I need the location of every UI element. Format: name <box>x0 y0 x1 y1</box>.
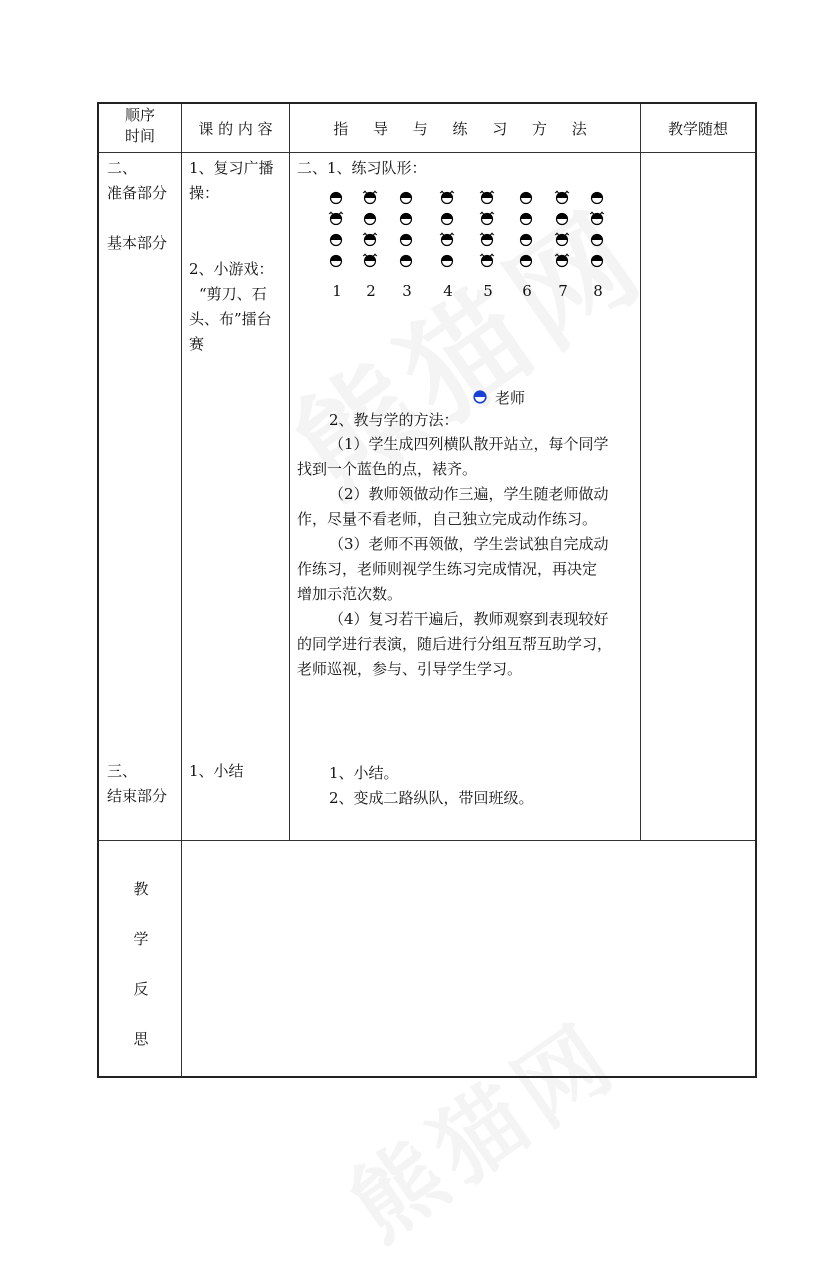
student-icon <box>521 235 532 246</box>
student-icon <box>480 254 494 267</box>
formation-row-2 <box>329 212 604 225</box>
formation-row-3 <box>331 233 603 246</box>
step-4-line2: 的同学进行表演，随后进行分组互帮互助学习， <box>297 635 613 653</box>
step-4-line1: （4）复习若干遍后，教师观察到表现较好 <box>329 610 609 628</box>
student-icon <box>555 233 569 246</box>
method-steps <box>297 432 637 682</box>
header-order-time <box>99 105 181 147</box>
step-3-line2: 作练习，老师则视学生练习完成情况，再决定 <box>297 560 598 578</box>
section1-label-number: 二、 <box>107 159 138 177</box>
column-number: 2 <box>366 282 376 300</box>
formation-row-1 <box>331 191 603 204</box>
formation-grid <box>290 184 640 274</box>
student-icon <box>329 212 343 225</box>
reflection-char: 学 <box>133 930 149 948</box>
student-icon <box>521 256 532 267</box>
student-icon <box>480 191 494 204</box>
student-icon <box>592 193 603 204</box>
student-icon <box>331 235 342 246</box>
formation-row-4 <box>331 254 603 267</box>
step-4-line3: 老师巡视，参与、引导学生学习。 <box>297 660 523 678</box>
step-2-line1: （2）教师领做动作三遍，学生随老师做动 <box>329 485 609 503</box>
method-summary-line2: 2、变成二路纵队，带回班级。 <box>329 789 534 807</box>
header-content: 课 的 内 容 <box>198 120 273 138</box>
student-icon <box>401 235 412 246</box>
student-icon <box>401 193 412 204</box>
student-icon <box>440 233 454 246</box>
step-1-line2: 找到一个蓝色的点，裱齐。 <box>297 460 478 478</box>
student-icon <box>521 214 532 225</box>
student-icon <box>440 191 454 204</box>
step-1-line1: （1）学生成四列横队散开站立，每个同学 <box>329 435 609 453</box>
student-icon <box>442 214 453 225</box>
student-icon <box>365 214 376 225</box>
row-divider <box>99 840 755 841</box>
column-number: 7 <box>558 282 568 300</box>
column-number: 8 <box>593 282 603 300</box>
header-order-text: 顺序 <box>124 106 155 124</box>
student-icon <box>331 193 342 204</box>
reflection-char: 教 <box>133 880 149 898</box>
student-icon <box>480 233 494 246</box>
content-summary: 1、小结 <box>189 762 244 780</box>
header-method: 指 导 与 练 习 方 法 <box>333 120 597 138</box>
teacher-icon <box>473 390 487 404</box>
content-game-line3: 头、布”擂台 <box>189 310 272 328</box>
student-icon <box>521 193 532 204</box>
student-icon <box>557 214 568 225</box>
student-icon <box>590 212 604 225</box>
teacher-label: 老师 <box>495 389 526 407</box>
column-number: 3 <box>402 282 412 300</box>
student-icon <box>592 235 603 246</box>
section2-label-end: 结束部分 <box>107 787 168 805</box>
student-icon <box>401 214 412 225</box>
student-icon <box>363 254 377 267</box>
method-summary-line1: 1、小结。 <box>329 764 399 782</box>
student-icon <box>555 254 569 267</box>
step-3-line3: 增加示范次数。 <box>297 585 403 603</box>
student-icon <box>442 256 453 267</box>
method-teaching-title: 2、教与学的方法： <box>329 411 459 429</box>
header-notes: 教学随想 <box>667 120 728 138</box>
student-icon <box>363 233 377 246</box>
content-review-line1: 1、复习广播 <box>189 159 274 177</box>
method-formation-title: 二、1、练习队形： <box>297 159 427 177</box>
row-divider <box>99 152 755 153</box>
student-icon <box>592 256 603 267</box>
column-number: 1 <box>332 282 342 300</box>
step-3-line1: （3）老师不再领做，学生尝试独自完成动 <box>329 535 609 553</box>
student-icon <box>363 191 377 204</box>
student-icon <box>401 256 412 267</box>
lesson-plan-table <box>97 102 757 1078</box>
student-icon <box>480 212 494 225</box>
content-game-line4: 赛 <box>189 335 205 353</box>
content-game-line2: “剪刀、石 <box>199 285 267 303</box>
section1-label-prep: 准备部分 <box>107 184 168 202</box>
header-time-text: 时间 <box>124 127 155 145</box>
reflection-char: 反 <box>133 980 149 998</box>
section2-label-number: 三、 <box>107 762 138 780</box>
student-icon <box>331 256 342 267</box>
content-review-line2: 操： <box>189 184 220 202</box>
student-icon <box>555 191 569 204</box>
column-number: 5 <box>483 282 493 300</box>
section1-label-basic: 基本部分 <box>107 234 168 252</box>
col-divider <box>181 104 182 840</box>
reflection-char: 思 <box>133 1030 149 1048</box>
step-2-line2: 作，尽量不看老师，自己独立完成动作练习。 <box>297 510 598 528</box>
content-game-line1: 2、小游戏： <box>189 260 274 278</box>
column-number: 4 <box>443 282 453 300</box>
col-divider <box>640 104 641 840</box>
column-number: 6 <box>522 282 532 300</box>
